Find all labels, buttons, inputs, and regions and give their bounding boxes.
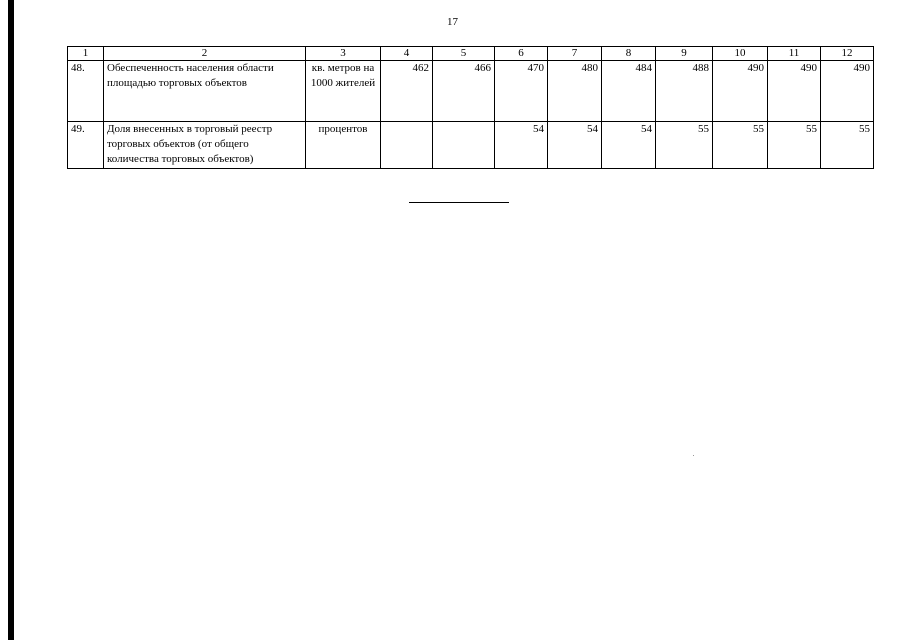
header-cell: 12 — [821, 47, 874, 61]
value-cell: 55 — [768, 122, 821, 169]
value-cell: 480 — [548, 61, 602, 122]
page-number: 17 — [447, 16, 458, 28]
value-cell: 470 — [495, 61, 548, 122]
row-number: 49. — [68, 122, 104, 169]
value-cell: 488 — [656, 61, 713, 122]
unit-cell: процентов — [306, 122, 381, 169]
scan-speck — [693, 455, 694, 456]
value-cell: 54 — [602, 122, 656, 169]
row-number: 48. — [68, 61, 104, 122]
value-cell: 54 — [548, 122, 602, 169]
indicators-table — [67, 46, 874, 169]
value-cell — [381, 122, 433, 169]
value-cell: 484 — [602, 61, 656, 122]
value-cell — [433, 122, 495, 169]
value-cell: 55 — [821, 122, 874, 169]
value-cell: 490 — [768, 61, 821, 122]
header-cell: 6 — [495, 47, 548, 61]
value-cell: 490 — [821, 61, 874, 122]
header-cell: 4 — [381, 47, 433, 61]
header-cell: 5 — [433, 47, 495, 61]
indicator-name: Обеспеченность населения области площадью торговых объектов — [104, 61, 306, 122]
value-cell: 466 — [433, 61, 495, 122]
header-row — [68, 47, 874, 61]
header-cell: 8 — [602, 47, 656, 61]
indicator-name: Доля внесенных в торговый реестр торговых объектов (от общего количества торговых объектов) — [104, 122, 306, 169]
value-cell: 55 — [713, 122, 768, 169]
value-cell: 490 — [713, 61, 768, 122]
separator-line — [409, 202, 509, 203]
header-cell: 10 — [713, 47, 768, 61]
header-cell: 9 — [656, 47, 713, 61]
table-row — [68, 61, 874, 122]
header-cell: 3 — [306, 47, 381, 61]
value-cell: 54 — [495, 122, 548, 169]
unit-cell: кв. метров на 1000 жителей — [306, 61, 381, 122]
scan-left-edge — [8, 0, 14, 640]
value-cell: 55 — [656, 122, 713, 169]
value-cell: 462 — [381, 61, 433, 122]
header-cell: 11 — [768, 47, 821, 61]
header-cell: 2 — [104, 47, 306, 61]
table-row — [68, 122, 874, 169]
header-cell: 1 — [68, 47, 104, 61]
header-cell: 7 — [548, 47, 602, 61]
